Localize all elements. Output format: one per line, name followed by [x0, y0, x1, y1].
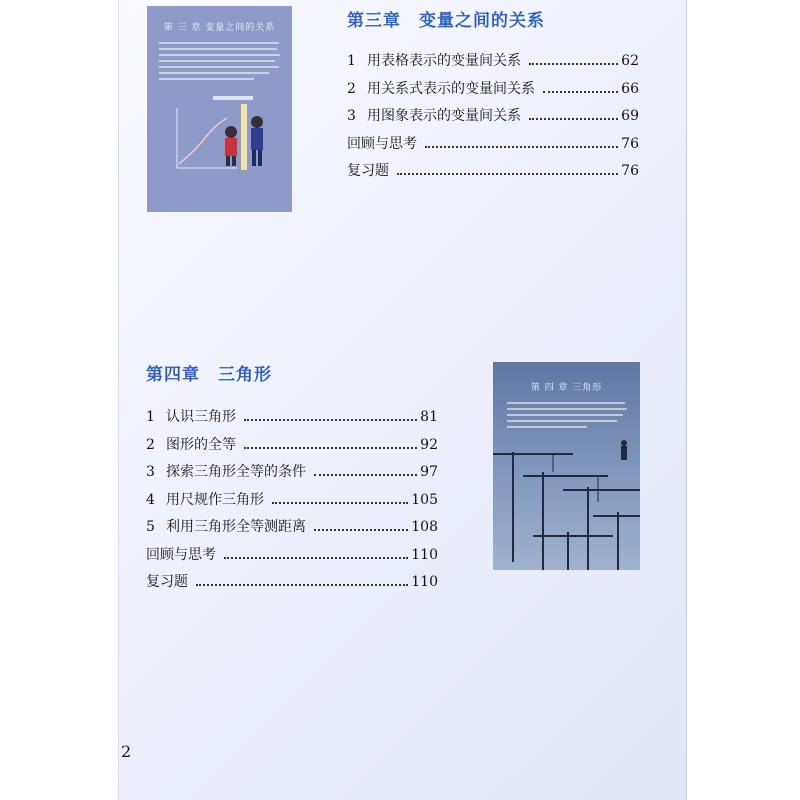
chapter3-number: 第三章 [347, 11, 401, 31]
toc-entry-label: 复习题 [347, 163, 389, 179]
toc-entry-label: 回顾与思考 [347, 135, 417, 152]
toc-leader-dots [529, 63, 618, 65]
toc-entry-number: 5 [146, 519, 155, 535]
toc-entry[interactable] [146, 406, 438, 434]
toc-leader-dots [272, 502, 408, 504]
toc-entry-number: 4 [146, 491, 155, 508]
toc-entry-number: 2 [146, 436, 155, 453]
toc-entry-page: 76 [621, 163, 639, 179]
child-height-chart-icon [165, 96, 275, 176]
toc-leader-dots [425, 146, 618, 148]
toc-entry[interactable] [347, 105, 639, 133]
toc-entry-number: 2 [347, 80, 356, 97]
toc-entry[interactable] [146, 571, 438, 599]
chapter4-toc [146, 406, 438, 599]
toc-leader-dots [314, 474, 417, 476]
toc-entry[interactable] [146, 516, 438, 544]
toc-entry-page: 92 [420, 436, 438, 453]
toc-entry-label: 利用三角形全等测距离 [166, 519, 306, 535]
toc-leader-dots [397, 173, 618, 175]
toc-entry[interactable] [347, 78, 639, 106]
toc-entry[interactable] [347, 133, 639, 161]
toc-entry-label: 用尺规作三角形 [166, 491, 264, 508]
toc-entry-label: 认识三角形 [166, 409, 236, 425]
toc-entry-page: 66 [621, 80, 639, 97]
chapter3-name: 变量之间的关系 [419, 11, 545, 31]
toc-entry-label: 用表格表示的变量间关系 [367, 53, 521, 69]
toc-leader-dots [543, 91, 618, 93]
chapter3-title [347, 6, 545, 31]
toc-entry-page: 69 [621, 108, 639, 124]
toc-entry[interactable] [347, 50, 639, 78]
chapter3-toc [347, 50, 639, 188]
chapter4-number: 第四章 [146, 365, 200, 385]
toc-entry[interactable] [347, 160, 639, 188]
toc-entry-page: 108 [411, 519, 438, 535]
toc-entry-label: 图形的全等 [166, 436, 236, 453]
chapter4-title [146, 360, 272, 385]
construction-cranes-icon [493, 432, 640, 570]
toc-entry-number: 1 [347, 53, 356, 69]
toc-entry-label: 回顾与思考 [146, 546, 216, 563]
toc-entry-page: 62 [621, 53, 639, 69]
toc-leader-dots [224, 557, 408, 559]
toc-entry-page: 105 [411, 491, 438, 508]
toc-entry-label: 复习题 [146, 574, 188, 590]
toc-leader-dots [314, 529, 408, 531]
toc-entry[interactable] [146, 434, 438, 462]
chapter3-thumbnail [147, 6, 292, 212]
toc-leader-dots [529, 118, 618, 120]
toc-entry-label: 用关系式表示的变量间关系 [367, 80, 535, 97]
toc-entry-number: 3 [347, 108, 356, 124]
toc-leader-dots [244, 419, 417, 421]
toc-entry-label: 用图象表示的变量间关系 [367, 108, 521, 124]
toc-entry-number: 3 [146, 464, 155, 480]
chapter4-thumbnail [493, 362, 640, 570]
toc-entry-page: 76 [621, 135, 639, 152]
toc-entry-page: 110 [411, 574, 438, 590]
chapter4-name: 三角形 [218, 365, 272, 385]
page-number: 2 [121, 742, 132, 761]
toc-entry-page: 110 [411, 546, 438, 563]
chapter3-thumbnail-caption: 第 三 章 变量之间的关系 [163, 23, 276, 33]
toc-leader-dots [196, 584, 408, 586]
toc-entry[interactable] [146, 489, 438, 517]
toc-entry-page: 97 [420, 464, 438, 480]
toc-entry-number: 1 [146, 409, 155, 425]
toc-leader-dots [244, 447, 417, 449]
chapter4-thumbnail-caption: 第 四 章 三角形 [530, 383, 603, 393]
toc-entry-label: 探索三角形全等的条件 [166, 464, 306, 480]
toc-entry[interactable] [146, 461, 438, 489]
toc-entry[interactable] [146, 544, 438, 572]
toc-entry-page: 81 [420, 409, 438, 425]
